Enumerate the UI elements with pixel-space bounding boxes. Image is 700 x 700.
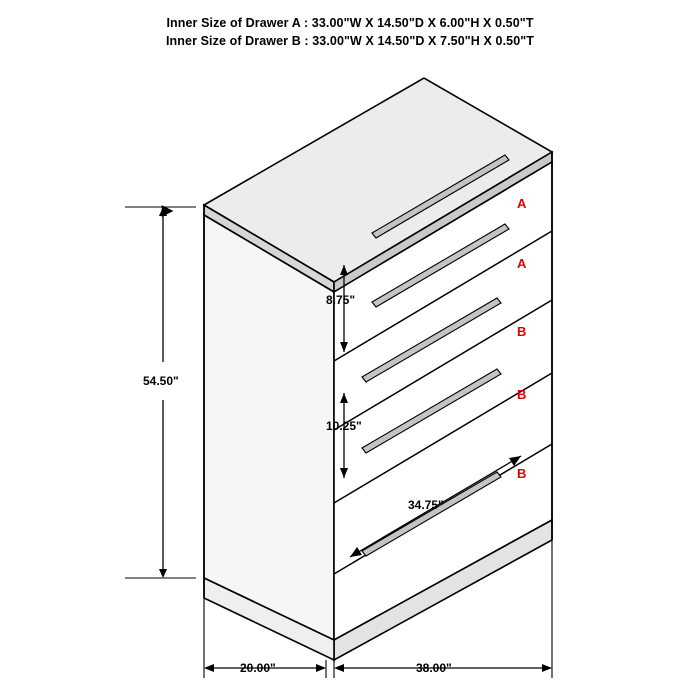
- drawer-label-b-1: B: [517, 324, 527, 339]
- cabinet-body: [204, 78, 552, 660]
- arrowhead-20-right: [316, 664, 326, 672]
- label-overall-height: 54.50": [143, 374, 179, 388]
- label-drawer-a-height: 8.75": [326, 293, 356, 307]
- drawer-label-a-1: A: [517, 196, 527, 211]
- label-drawer-b-height: 10.25": [326, 419, 362, 433]
- drawer-label-b-3: B: [517, 466, 527, 481]
- label-depth: 20.00": [240, 661, 276, 675]
- arrowhead-20-left: [204, 664, 214, 672]
- arrowhead-height-top: [159, 207, 167, 216]
- drawer-label-a-2: A: [517, 256, 527, 271]
- header-line-drawer-a: Inner Size of Drawer A : 33.00"W X 14.50"D X 6.00"H X 0.50"T: [166, 16, 534, 30]
- arrowhead-38-left: [334, 664, 344, 672]
- dimension-overall-height: [125, 207, 196, 578]
- label-handle-width: 34.75": [408, 498, 444, 512]
- arrowhead-38-right: [542, 664, 552, 672]
- label-width: 38.00": [416, 661, 452, 675]
- arrowhead-height-bottom: [159, 569, 167, 578]
- header-line-drawer-b: Inner Size of Drawer B : 33.00"W X 14.50"D X 7.50"H X 0.50"T: [165, 34, 535, 48]
- drawer-label-b-2: B: [517, 387, 527, 402]
